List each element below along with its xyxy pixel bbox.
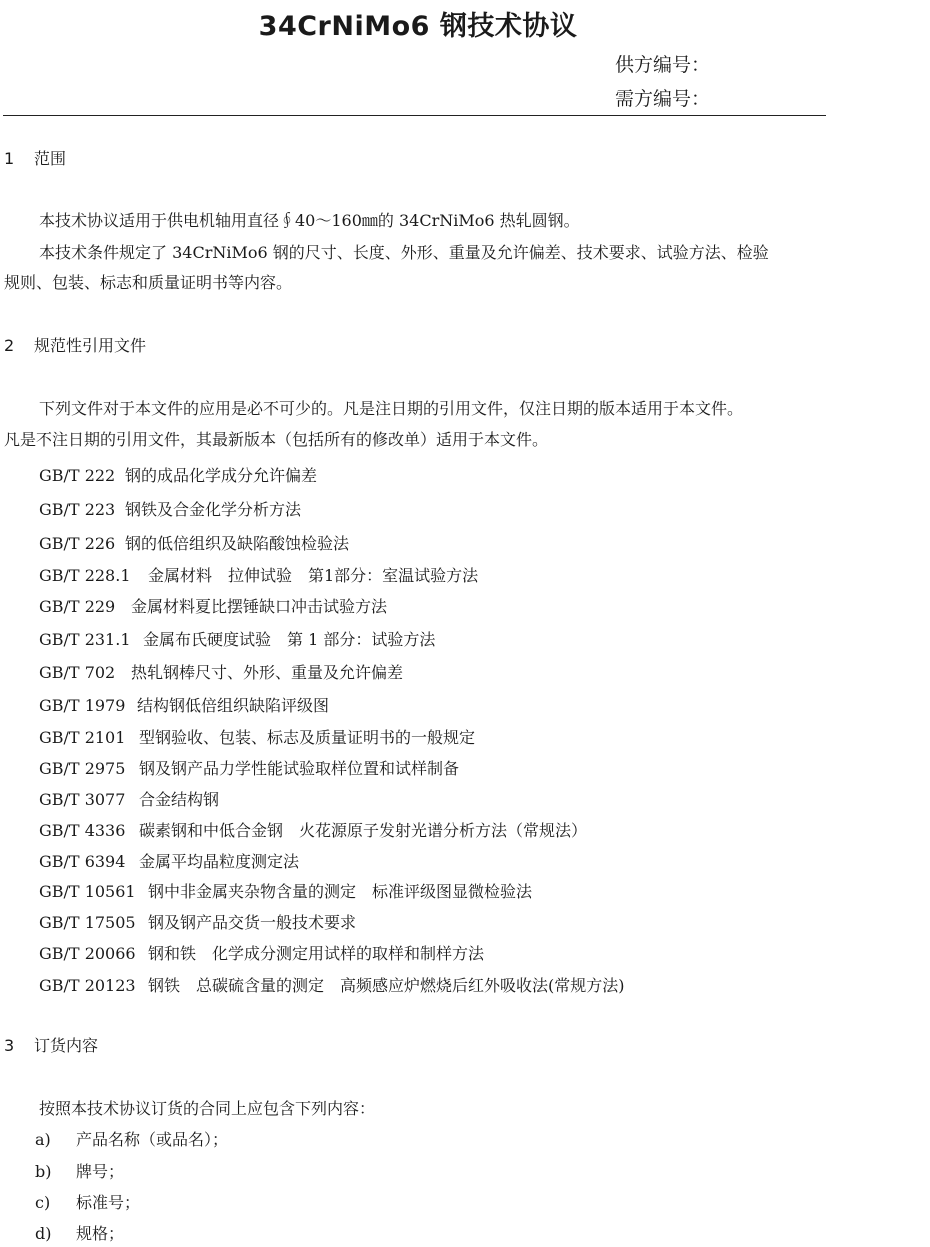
reference-item bbox=[39, 463, 317, 486]
reference-title: 型钢验收、包装、标志及质量证明书的一般规定 bbox=[139, 728, 476, 747]
reference-title: 钢及钢产品力学性能试验取样位置和试样制备 bbox=[139, 759, 460, 778]
reference-code: GB/T 231.1 bbox=[39, 630, 131, 649]
reference-item bbox=[39, 725, 475, 748]
section-title: 规范性引用文件 bbox=[34, 336, 147, 355]
reference-title: 金属布氏硬度试验 第 1 部分：试验方法 bbox=[143, 630, 436, 649]
section-1-paragraph: 本技术协议适用于供电机轴用直径∮40～160㎜的 34CrNiMo6 热轧圆钢。 bbox=[39, 211, 580, 230]
reference-item bbox=[39, 627, 435, 650]
section-number: 2 bbox=[4, 336, 15, 355]
section-1-paragraph: 规则、包装、标志和质量证明书等内容。 bbox=[4, 273, 293, 292]
order-item-text: 牌号； bbox=[76, 1162, 125, 1181]
reference-code: GB/T 10561 bbox=[39, 882, 136, 901]
section-2-paragraph: 凡是不注日期的引用文件，其最新版本（包括所有的修改单）适用于本文件。 bbox=[4, 430, 549, 449]
reference-item bbox=[39, 941, 484, 964]
reference-title: 金属材料 拉伸试验 第1部分：室温试验方法 bbox=[148, 566, 479, 585]
reference-code: GB/T 3077 bbox=[39, 790, 126, 809]
section-3-heading bbox=[4, 1033, 98, 1056]
order-item bbox=[35, 1190, 140, 1213]
section-number: 1 bbox=[4, 149, 15, 168]
section-number: 3 bbox=[4, 1036, 15, 1055]
reference-item bbox=[39, 594, 387, 617]
reference-title: 钢的低倍组织及缺陷酸蚀检验法 bbox=[125, 534, 350, 553]
reference-item bbox=[39, 693, 329, 716]
reference-code: GB/T 2101 bbox=[39, 728, 126, 747]
reference-item bbox=[39, 531, 349, 554]
reference-code: GB/T 226 bbox=[39, 534, 116, 553]
reference-item bbox=[39, 879, 532, 902]
reference-title: 结构钢低倍组织缺陷评级图 bbox=[137, 696, 330, 715]
reference-item bbox=[39, 818, 587, 841]
reference-item bbox=[39, 787, 219, 810]
reference-code: GB/T 702 bbox=[39, 663, 116, 682]
reference-code: GB/T 1979 bbox=[39, 696, 126, 715]
reference-title: 钢铁 总碳硫含量的测定 高频感应炉燃烧后红外吸收法(常规方法) bbox=[148, 976, 625, 995]
reference-item bbox=[39, 849, 299, 872]
section-2-heading bbox=[4, 333, 146, 356]
reference-title: 碳素钢和中低合金钢 火花源原子发射光谱分析方法（常规法） bbox=[139, 821, 588, 840]
reference-code: GB/T 20066 bbox=[39, 944, 136, 963]
header-divider bbox=[3, 115, 826, 116]
reference-code: GB/T 2975 bbox=[39, 759, 126, 778]
section-title: 订货内容 bbox=[34, 1036, 99, 1055]
order-item-label: d) bbox=[35, 1224, 52, 1243]
document-title: 34CrNiMo6 钢技术协议 bbox=[258, 11, 578, 42]
reference-item bbox=[39, 973, 625, 996]
order-item-text: 产品名称（或品名）； bbox=[76, 1130, 229, 1149]
reference-code: GB/T 223 bbox=[39, 500, 116, 519]
reference-code: GB/T 6394 bbox=[39, 852, 126, 871]
order-item-text: 规格； bbox=[76, 1224, 125, 1243]
supplier-code-label: 供方编号： bbox=[615, 54, 711, 76]
reference-code: GB/T 229 bbox=[39, 597, 116, 616]
order-item bbox=[35, 1127, 228, 1150]
reference-title: 钢铁及合金化学分析方法 bbox=[125, 500, 302, 519]
order-item-text: 标准号； bbox=[76, 1193, 141, 1212]
reference-title: 钢和铁 化学成分测定用试样的取样和制样方法 bbox=[148, 944, 485, 963]
reference-code: GB/T 17505 bbox=[39, 913, 136, 932]
reference-title: 热轧钢棒尺寸、外形、重量及允许偏差 bbox=[131, 663, 404, 682]
section-title: 范围 bbox=[34, 149, 67, 168]
reference-item bbox=[39, 563, 478, 586]
reference-code: GB/T 222 bbox=[39, 466, 116, 485]
reference-title: 钢及钢产品交货一般技术要求 bbox=[148, 913, 357, 932]
reference-item bbox=[39, 756, 459, 779]
section-1-paragraph: 本技术条件规定了 34CrNiMo6 钢的尺寸、长度、外形、重量及允许偏差、技术要求、试验方法、检验 bbox=[39, 243, 769, 262]
order-item bbox=[35, 1221, 124, 1244]
order-item-label: a) bbox=[35, 1130, 51, 1149]
reference-code: GB/T 228.1 bbox=[39, 566, 131, 585]
reference-item bbox=[39, 497, 301, 520]
section-2-paragraph: 下列文件对于本文件的应用是必不可少的。凡是注日期的引用文件，仅注日期的版本适用于本文件。 bbox=[39, 399, 744, 418]
reference-title: 钢的成品化学成分允许偏差 bbox=[125, 466, 318, 485]
reference-title: 金属平均晶粒度测定法 bbox=[139, 852, 300, 871]
reference-title: 钢中非金属夹杂物含量的测定 标准评级图显微检验法 bbox=[148, 882, 533, 901]
reference-item bbox=[39, 660, 403, 683]
reference-code: GB/T 20123 bbox=[39, 976, 136, 995]
section-1-heading bbox=[4, 146, 66, 169]
buyer-code-label: 需方编号： bbox=[615, 88, 711, 110]
order-item-label: b) bbox=[35, 1162, 52, 1181]
reference-title: 合金结构钢 bbox=[139, 790, 220, 809]
reference-title: 金属材料夏比摆锤缺口冲击试验方法 bbox=[131, 597, 388, 616]
order-item-label: c) bbox=[35, 1193, 51, 1212]
section-3-paragraph: 按照本技术协议订货的合同上应包含下列内容： bbox=[39, 1099, 376, 1118]
reference-code: GB/T 4336 bbox=[39, 821, 126, 840]
order-item bbox=[35, 1159, 124, 1182]
reference-item bbox=[39, 910, 356, 933]
